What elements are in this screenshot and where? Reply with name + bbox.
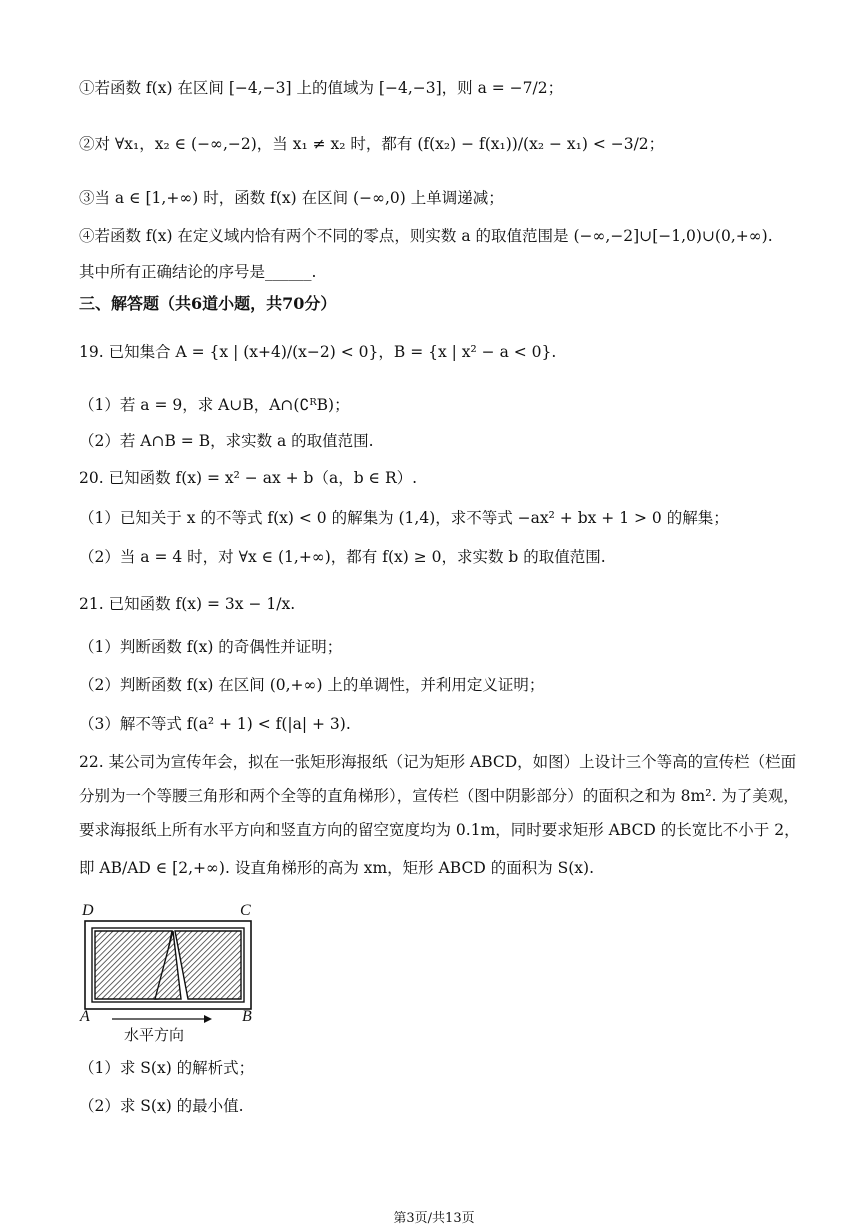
section-heading: 三、解答题（共6道小题，共70分） <box>79 294 337 313</box>
problem-22-line-4: 即 AB/AD ∈ [2,+∞). 设直角梯形的高为 xm，矩形 ABCD 的面积为 S(x). <box>79 859 595 877</box>
statement-3: ③当 a ∈ [1,+∞) 时，函数 f(x) 在区间 (−∞,0) 上单调递减； <box>79 189 504 207</box>
problem-19-part-1: （1）若 a = 9，求 A∪B，A∩(∁ᴿB)； <box>79 396 350 414</box>
problem-22-line-2: 分别为一个等腰三角形和两个全等的直角梯形），宣传栏（图中阴影部分）的面积之和为 8m². 为了美观， <box>79 787 799 805</box>
label-d: D <box>82 902 94 919</box>
answer-prompt: 其中所有正确结论的序号是______. <box>79 263 317 281</box>
label-b: B <box>242 1008 252 1025</box>
statement-4: ④若函数 f(x) 在定义域内恰有两个不同的零点，则实数 a 的取值范围是 (−∞,−2]∪[−1,0)∪(0,+∞). <box>79 227 773 245</box>
statement-1: ①若函数 f(x) 在区间 [−4,−3] 上的值域为 [−4,−3]，则 a = −7/2； <box>79 79 564 97</box>
poster-figure <box>78 898 273 1048</box>
poster-diagram <box>84 920 264 1020</box>
problem-20-part-2: （2）当 a = 4 时，对 ∀x ∈ (1,+∞)，都有 f(x) ≥ 0，求实数 b 的取值范围. <box>79 548 606 566</box>
arrow-icon <box>112 1014 212 1024</box>
problem-20-part-1: （1）已知关于 x 的不等式 f(x) < 0 的解集为 (1,4)，求不等式 −ax² + bx + 1 > 0 的解集； <box>79 509 729 527</box>
problem-20: 20. 已知函数 f(x) = x² − ax + b（a，b ∈ R）. <box>79 469 418 487</box>
label-c: C <box>240 902 251 919</box>
problem-21: 21. 已知函数 f(x) = 3x − 1/x. <box>79 595 296 613</box>
problem-22-line-3: 要求海报纸上所有水平方向和竖直方向的留空宽度均为 0.1m，同时要求矩形 ABCD 的长宽比不小于 2， <box>79 821 800 839</box>
direction-caption: 水平方向 <box>124 1026 185 1044</box>
label-a: A <box>80 1008 90 1025</box>
problem-21-part-1: （1）判断函数 f(x) 的奇偶性并证明； <box>79 638 343 656</box>
problem-19-part-2: （2）若 A∩B = B，求实数 a 的取值范围. <box>79 432 374 450</box>
page-number: 第3页/共13页 <box>393 1211 475 1226</box>
problem-22-part-2: （2）求 S(x) 的最小值. <box>79 1097 244 1115</box>
statement-2: ②对 ∀x₁，x₂ ∈ (−∞,−2)，当 x₁ ≠ x₂ 时，都有 (f(x₂) − f(x₁))/(x₂ − x₁) < −3/2； <box>79 135 665 153</box>
problem-21-part-2: （2）判断函数 f(x) 在区间 (0,+∞) 上的单调性，并利用定义证明； <box>79 676 545 694</box>
problem-22-line-1: 22. 某公司为宣传年会，拟在一张矩形海报纸（记为矩形 ABCD，如图）上设计三个等高的宣传栏（栏面 <box>79 753 797 771</box>
problem-21-part-3: （3）解不等式 f(a² + 1) < f(|a| + 3). <box>79 715 351 733</box>
problem-22-part-1: （1）求 S(x) 的解析式； <box>79 1059 255 1077</box>
problem-19: 19. 已知集合 A = {x | (x+4)/(x−2) < 0}，B = {x | x² − a < 0}. <box>79 343 557 361</box>
right-trapezoid <box>175 931 241 999</box>
